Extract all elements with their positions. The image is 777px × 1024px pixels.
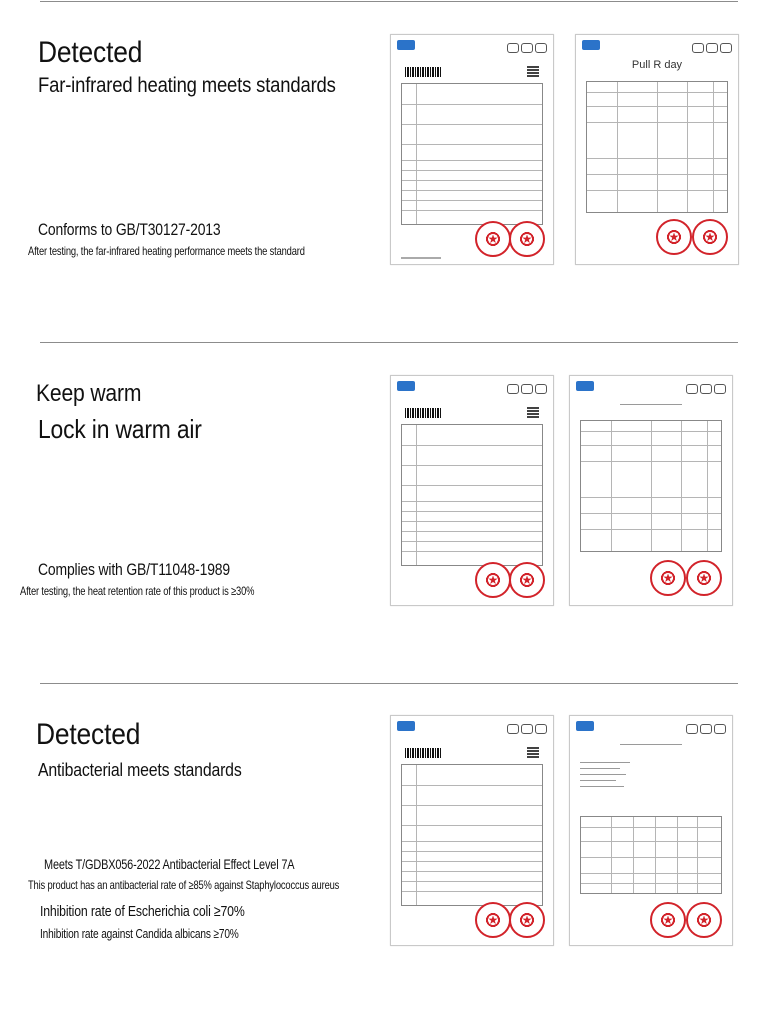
test-report-page xyxy=(390,34,554,265)
red-seal-stamp-icon xyxy=(650,902,686,938)
test-report-page xyxy=(390,715,554,946)
red-seal-stamp-icon xyxy=(686,902,722,938)
red-seal-stamp-icon xyxy=(509,902,545,938)
section-headline: Detected xyxy=(36,718,141,751)
barcode-icon xyxy=(405,67,441,77)
qr-code-icon xyxy=(527,406,539,418)
test-report-page xyxy=(569,375,733,606)
company-logo-icon xyxy=(582,40,600,50)
qr-code-icon xyxy=(527,746,539,758)
red-seal-stamp-icon xyxy=(509,221,545,257)
standard-line: Meets T/GDBX056-2022 Antibacterial Effect Level 7A xyxy=(44,856,295,872)
certification-mark-icon xyxy=(505,381,547,399)
company-logo-icon xyxy=(397,40,415,50)
section-subhead: Far-infrared heating meets standards xyxy=(38,74,336,97)
company-logo-icon xyxy=(576,381,594,391)
company-logo-icon xyxy=(397,381,415,391)
test-report-page xyxy=(575,34,739,265)
red-seal-stamp-icon xyxy=(475,562,511,598)
company-logo-icon xyxy=(397,721,415,731)
section-divider xyxy=(40,342,738,343)
section-headline: Keep warm xyxy=(36,380,142,407)
test-report-page xyxy=(569,715,733,946)
test-note: After testing, the heat retention rate of this product is ≥30% xyxy=(20,584,255,598)
report-title: Pull R day xyxy=(631,59,683,71)
qr-code-icon xyxy=(527,65,539,77)
red-seal-stamp-icon xyxy=(509,562,545,598)
certification-mark-icon xyxy=(505,721,547,739)
barcode-icon xyxy=(405,748,441,758)
standard-line: Conforms to GB/T30127-2013 xyxy=(38,220,221,239)
section-divider xyxy=(40,1,738,2)
section-headline: Detected xyxy=(38,36,143,69)
test-report-page xyxy=(390,375,554,606)
red-seal-stamp-icon xyxy=(475,902,511,938)
certification-mark-icon xyxy=(505,40,547,58)
certification-mark-icon xyxy=(690,40,732,58)
certification-mark-icon xyxy=(684,381,726,399)
company-logo-icon xyxy=(576,721,594,731)
red-seal-stamp-icon xyxy=(686,560,722,596)
red-seal-stamp-icon xyxy=(656,219,692,255)
barcode-icon xyxy=(405,408,441,418)
test-note: This product has an antibacterial rate of ≥85% against Staphylococcus aureus xyxy=(28,878,340,892)
inhibition-candida: Inhibition rate against Candida albicans ≥70% xyxy=(40,926,239,941)
section-subhead: Lock in warm air xyxy=(38,414,202,444)
red-seal-stamp-icon xyxy=(475,221,511,257)
inhibition-ecoli: Inhibition rate of Escherichia coli ≥70% xyxy=(40,903,245,920)
standard-line: Complies with GB/T11048-1989 xyxy=(38,560,230,579)
section-divider xyxy=(40,683,738,684)
red-seal-stamp-icon xyxy=(650,560,686,596)
certification-mark-icon xyxy=(684,721,726,739)
section-subhead: Antibacterial meets standards xyxy=(38,760,242,780)
red-seal-stamp-icon xyxy=(692,219,728,255)
test-note: After testing, the far-infrared heating performance meets the standard xyxy=(28,244,305,258)
